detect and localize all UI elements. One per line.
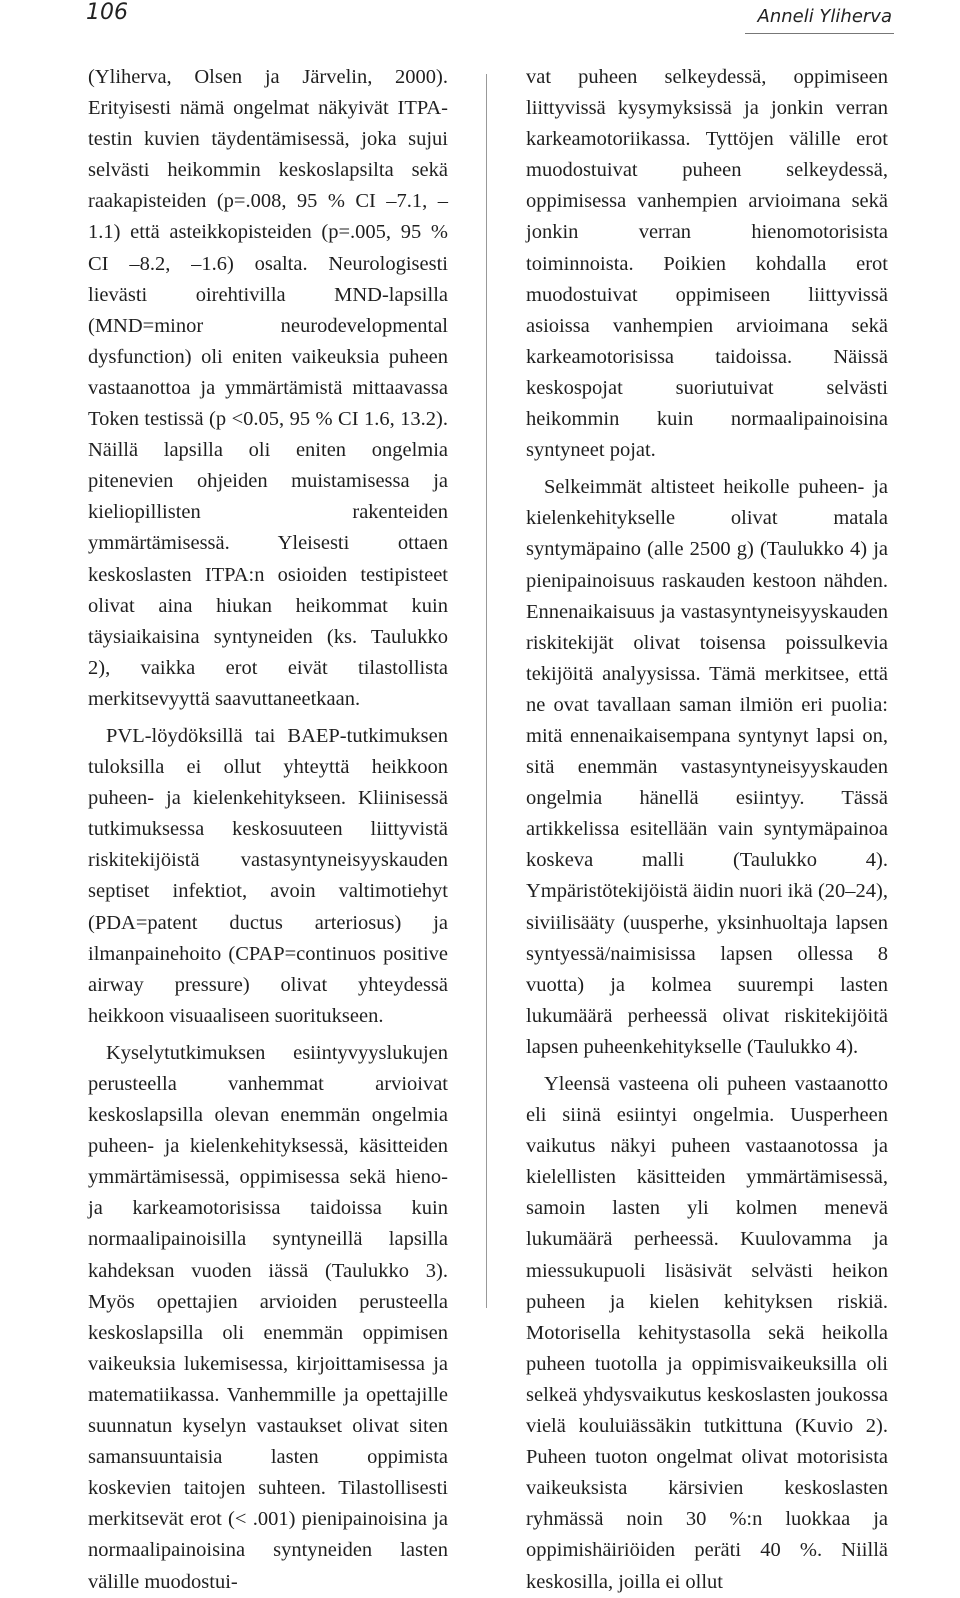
paragraph: Selkeimmät altisteet heikolle puheen- ja kielenkehitykselle olivat matala syntymäpaino (alle 2500 g) (Taulukko 4) ja pienipainoisuus raskauden kestoon nähden. Ennenaikaisuus ja vastasyntyneisyyskauden riskitekijät olivat toisensa poissulkevia tekijöitä analyysissa. Tämä merkitsee, että ne ovat tavallaan saman ilmiön eri puolia: mitä ennenaikaisempana syntynyt lapsi on, sitä enemmän vastasyntyneisyyskauden ongelmia hänellä esiintyy. Tässä artikkelissa esitellään vain syntymäpainoa koskeva malli (Taulukko 4). Ympäristötekijöistä äidin nuori ikä (20–24), siviilisääty (uusperhe, yksinhuoltaja lapsen syntyessä/naimisissa lapsen ollessa 8 vuotta) ja kolmea suurempi lasten lukumäärä perheessä olivat riskitekijöitä lapsen puheenkehitykselle (Taulukko 4). [526, 476, 888, 1058]
right-column [526, 62, 888, 1598]
paragraph: Yleensä vasteena oli puheen vastaanotto eli siinä esiintyi ongelmia. Uusperheen vaikutus näkyi puheen vastaanotossa ja kielellisten käsitteiden ymmärtämisessä, samoin lasten yli kolmen menevä lukumäärä perheessä. Kuulovamma ja miessukupuoli lisäsivät selvästi heikon puheen ja kielen kehityksen riskiä. Motorisella kehitystasolla sekä heikolla puheen tuotolla ja oppimisvaikeuksilla oli selkeä yhdysvaikutus keskoslasten joukossa vielä kouluiässäkin tutkittuna (Kuvio 2). Puheen tuoton ongelmat olivat motorisista vaikeuksista kärsivien keskoslasten ryhmässä noin 30 %:n luokkaa ja oppimishäiriöiden peräti 40 %. Niillä keskosilla, joilla ei ollut [526, 1073, 888, 1593]
page-number: 106 [86, 0, 128, 25]
paragraph: Kyselytutkimuksen esiintyvyyslukujen perusteella vanhemmat arvioivat keskoslapsilla olevan enemmän ongelmia puheen- ja kielenkehityksessä, käsitteiden ymmärtämisessä, oppimisessa sekä hieno- ja karkeamotorisissa taidoissa kuin normaalipainoisilla syntyneillä lapsilla kahdeksan vuoden iässä (Taulukko 3). Myös opettajien arvioiden perusteella keskoslapsilla oli enemmän oppimisen vaikeuksia lukemisessa, kirjoittamisessa ja matematiikassa. Vanhemmille ja opettajille suunnatun kyselyn vastaukset olivat siten samansuuntaisia lasten oppimista koskevien taitojen suhteen. Tilastollisesti merkitsevät erot (< .001) pienipainoisina ja normaalipainoisina syntyneiden lasten välille muodostui- [88, 1041, 448, 1593]
paragraph: vat puheen selkeydessä, oppimiseen liittyvissä kysymyksissä ja jonkin verran karkeamotoriikassa. Tyttöjen välille erot muodostuivat puheen selkeydessä, oppimisessa vanhempien arvioimana sekä jonkin verran hienomotorisista toiminnoista. Poikien kohdalla erot muodostuivat oppimiseen liittyvissä asioissa vanhempien arvioimana sekä karkeamotorisissa taidoissa. Näissä keskospojat suoriutuivat selvästi heikommin kuin normaalipainoisina syntyneet pojat. [526, 66, 888, 462]
header-rule [745, 33, 894, 34]
left-column [88, 62, 448, 1598]
running-header-author: Anneli Yliherva [757, 6, 892, 27]
column-divider [486, 74, 487, 1308]
paragraph: PVL-löydöksillä tai BAEP-tutkimuksen tuloksilla ei ollut yhteyttä heikkoon puheen- ja kielenkehitykseen. Kliinisessä tutkimuksessa keskosuuteen liittyvistä riskitekijöistä vastasyntyneisyyskauden septiset infektiot, avoin valtimotiehyt (PDA=patent ductus arteriosus) ja ilmanpainehoito (CPAP=continuos positive airway pressure) olivat yhteydessä heikkoon visuaaliseen suoritukseen. [88, 724, 448, 1027]
paragraph: (Yliherva, Olsen ja Järvelin, 2000). Erityisesti nämä ongelmat näkyivät ITPA-testin kuvien täydentämisessä, joka sujui selvästi heikommin keskoslapsilta sekä raakapisteiden (p=.008, 95 % CI –7.1, –1.1) että asteikkopisteiden (p=.005, 95 % CI –8.2, –1.6) osalta. Neurologisesti lievästi oirehtivilla MND-lapsilla (MND=minor neurodevelopmental dysfunction) oli eniten vaikeuksia puheen vastaanottoa ja ymmärtämistä mittaavassa Token testissä (p <0.05, 95 % CI 1.6, 13.2). Näillä lapsilla oli eniten ongelmia pitenevien ohjeiden muistamisessa ja kieliopillisten rakenteiden ymmärtämisessä. Yleisesti ottaen keskoslasten ITPA:n osioiden testipisteet olivat aina hiukan heikommat kuin täysiaikaisina syntyneiden (ks. Taulukko 2), vaikka erot eivät tilastollista merkitsevyyttä saavuttaneetkaan. [88, 66, 448, 710]
